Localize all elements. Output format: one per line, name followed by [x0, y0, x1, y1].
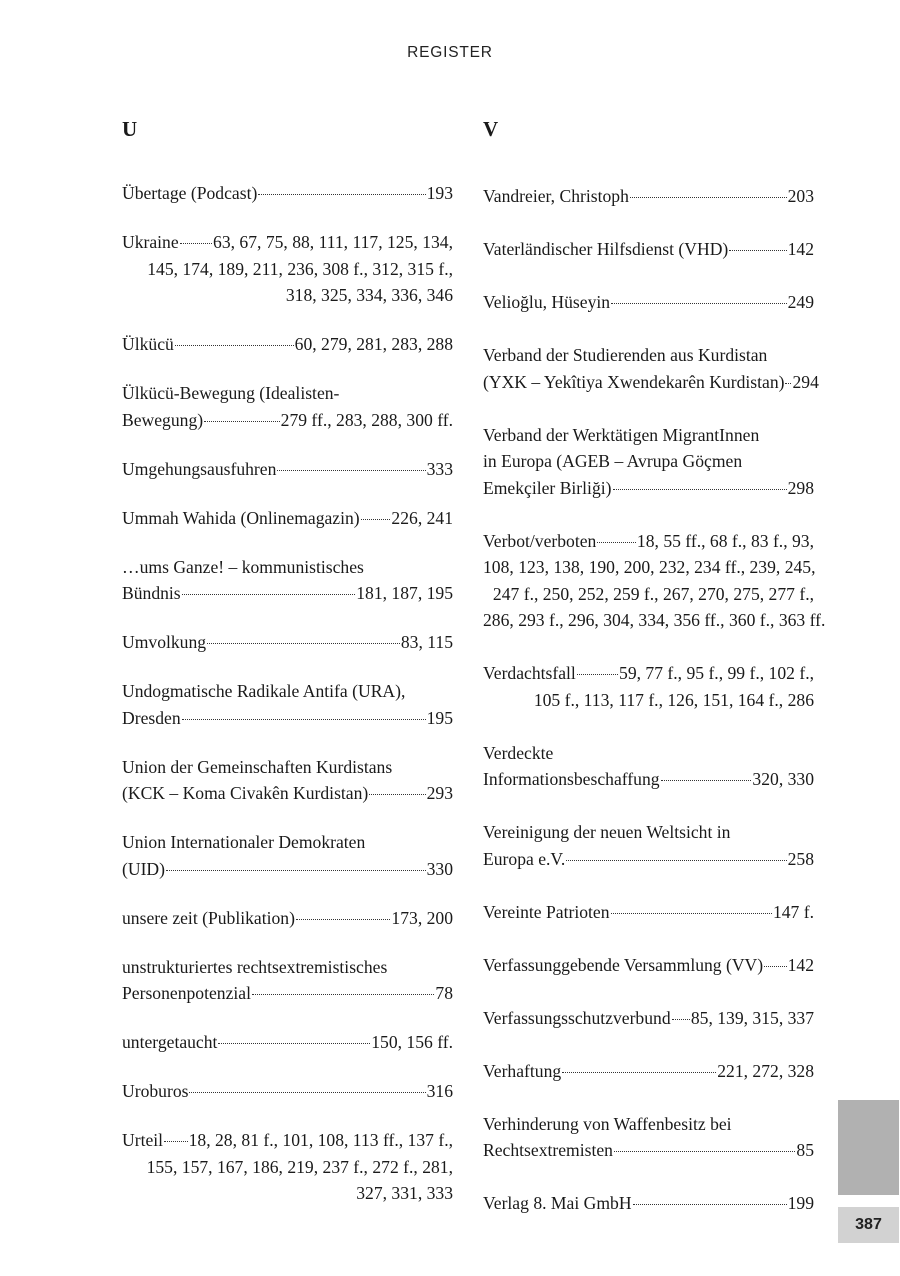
entry-term: Personenpotenzial	[122, 983, 251, 1003]
entry-term: (KCK – Koma Civakên Kurdistan)	[122, 783, 369, 803]
dot-leader	[597, 542, 636, 543]
entry-pages: 85	[796, 1140, 814, 1160]
entry-list	[122, 180, 453, 1207]
dot-leader	[182, 594, 356, 595]
index-entry	[122, 678, 453, 731]
entry-lead-line	[483, 899, 814, 926]
entry-lead-line	[122, 629, 453, 656]
index-entry	[483, 899, 814, 926]
dot-leader	[207, 643, 400, 644]
entry-pages: 320, 330	[752, 769, 814, 789]
index-entry	[483, 740, 814, 793]
dot-leader	[613, 489, 787, 490]
entry-pages: 333	[426, 458, 453, 479]
page-number: 387	[838, 1207, 899, 1243]
index-entry	[483, 422, 814, 502]
entry-pages-continued: 247 f., 250, 252, 259 f., 267, 270, 275, 277 f.,	[492, 583, 814, 604]
entry-lead-line	[483, 183, 814, 210]
entry-pages: 60, 279, 281, 283, 288	[294, 334, 453, 354]
entry-pages: 199	[787, 1193, 814, 1213]
entry-pages: 150, 156 ff.	[371, 1032, 453, 1052]
index-entry	[122, 829, 453, 882]
index-entry	[483, 1190, 814, 1217]
index-entry	[483, 289, 814, 316]
dot-leader	[252, 994, 434, 995]
index-entry	[122, 554, 453, 607]
section-letter: U	[122, 117, 138, 141]
entry-pages: 330	[426, 858, 453, 879]
index-entry	[122, 180, 453, 207]
dot-leader	[577, 674, 618, 675]
entry-term-line: Verhinderung von Waffenbesitz bei	[483, 1113, 732, 1134]
entry-term: unsere zeit (Publikation)	[122, 907, 295, 928]
entry-term: Urteil	[122, 1130, 164, 1150]
entry-term: Ukraine	[122, 232, 179, 252]
dot-leader	[611, 913, 772, 914]
entry-term: Übertage (Podcast)	[122, 183, 258, 203]
entry-term: Vaterländischer Hilfsdienst (VHD)	[483, 239, 729, 259]
entry-lead-line	[122, 580, 453, 607]
entry-term: Verdachtsfall	[483, 663, 576, 683]
entry-lead-line	[122, 331, 453, 358]
entry-lead-line	[483, 1137, 814, 1164]
entry-lead-line	[122, 856, 453, 883]
index-entry	[483, 528, 826, 634]
entry-lead-line	[122, 980, 453, 1007]
entry-term: Verbot/verboten	[483, 530, 597, 551]
entry-term: (YXK – Yekîtiya Xwendekarên Kurdistan)	[483, 371, 785, 392]
entry-term-line: in Europa (AGEB – Avrupa Göçmen	[483, 451, 743, 471]
index-entry	[122, 954, 453, 1007]
entry-pages: 298	[787, 477, 814, 498]
dot-leader	[182, 719, 426, 720]
index-entry	[122, 905, 453, 932]
entry-lead-line	[122, 780, 453, 807]
dot-leader	[661, 780, 752, 781]
entry-pages: 173, 200	[391, 907, 453, 928]
entry-lead-line	[122, 1127, 453, 1154]
dot-leader	[218, 1043, 370, 1044]
entry-lead-line	[483, 660, 814, 687]
entry-term-line: Verband der Studierenden aus Kurdistan	[483, 345, 768, 365]
entry-lead-line	[483, 1058, 814, 1085]
entry-lead-line	[483, 1190, 814, 1217]
index-entry	[122, 229, 453, 309]
entry-pages: 181, 187, 195	[356, 583, 453, 603]
entry-term: Dresden	[122, 707, 181, 728]
entry-lead-line	[483, 846, 814, 873]
entry-pages: 203	[787, 186, 814, 206]
entry-pages-continued: 108, 123, 138, 190, 200, 232, 234 ff., 239, 245,	[483, 557, 816, 577]
entry-term: Rechtsextremisten	[483, 1140, 613, 1160]
dot-leader	[189, 1092, 425, 1093]
entry-term-line: unstrukturiertes rechtsextremistisches	[122, 956, 388, 977]
dot-leader	[729, 250, 786, 251]
entry-term: Verfassungsschutzverbund	[483, 1007, 671, 1028]
entry-pages-continued: 318, 325, 334, 336, 346	[285, 285, 453, 305]
index-entry	[483, 1111, 814, 1164]
entry-lead-line	[483, 475, 814, 502]
entry-pages-continued: 155, 157, 167, 186, 219, 237 f., 272 f., 281,	[146, 1156, 453, 1177]
running-header: REGISTER	[407, 44, 493, 61]
index-entry	[483, 183, 814, 210]
entry-pages: 85, 139, 315, 337	[690, 1007, 814, 1028]
entry-term: Emekçiler Birliği)	[483, 477, 612, 498]
entry-pages: 142	[787, 239, 814, 259]
dot-leader	[277, 470, 425, 471]
entry-lead-line	[483, 1005, 814, 1032]
entry-pages-continued: 105 f., 113, 117 f., 126, 151, 164 f., 286	[533, 689, 814, 710]
dot-leader	[164, 1141, 188, 1142]
entry-lead-line	[122, 1078, 453, 1105]
entry-lead-line	[122, 456, 453, 483]
index-entry	[122, 629, 453, 656]
entry-lead-line	[122, 905, 453, 932]
dot-leader	[562, 1072, 716, 1073]
index-entry	[483, 660, 814, 713]
dot-leader	[633, 1204, 787, 1205]
dot-leader	[566, 860, 786, 861]
dot-leader	[166, 870, 426, 871]
entry-lead-line	[122, 705, 453, 732]
dot-leader	[258, 194, 425, 195]
dot-leader	[764, 966, 786, 967]
thumb-index-tab	[838, 1100, 899, 1195]
index-entry	[122, 456, 453, 483]
entry-term: Velioğlu, Hüseyin	[483, 292, 611, 312]
entry-term: Vandreier, Christoph	[483, 186, 629, 206]
index-entry	[483, 1058, 814, 1085]
index-entry	[483, 952, 814, 979]
entry-lead-line	[122, 407, 453, 434]
entry-pages: 18, 55 ff., 68 f., 83 f., 93,	[636, 530, 814, 551]
entry-term: Bewegung)	[122, 409, 204, 430]
index-entry	[122, 505, 453, 532]
index-entry	[122, 331, 453, 358]
entry-pages-continued: 145, 174, 189, 211, 236, 308 f., 312, 315 f.,	[147, 258, 453, 279]
entry-pages: 18, 28, 81 f., 101, 108, 113 ff., 137 f.,	[188, 1130, 453, 1150]
entry-term: Verlag 8. Mai GmbH	[483, 1193, 632, 1213]
entry-lead-line	[483, 952, 814, 979]
entry-term: (UID)	[122, 858, 165, 879]
entry-pages: 83, 115	[400, 632, 453, 652]
entry-pages: 142	[787, 954, 814, 975]
entry-lead-line	[122, 1029, 453, 1056]
dot-leader	[369, 794, 425, 795]
entry-lead-line	[483, 236, 814, 263]
dot-leader	[611, 303, 787, 304]
index-entry	[483, 236, 814, 263]
index-entry	[122, 380, 453, 433]
section-letter: V	[483, 117, 499, 141]
dot-leader	[672, 1019, 690, 1020]
dot-leader	[175, 345, 294, 346]
index-entry	[122, 1127, 453, 1207]
entry-term: untergetaucht	[122, 1032, 218, 1052]
entry-term: Ülkücü	[122, 334, 174, 354]
entry-lead-line	[122, 505, 453, 532]
entry-term-line: Ülkücü-Bewegung (Idealisten-	[122, 383, 340, 403]
entry-pages: 316	[426, 1081, 453, 1101]
dot-leader	[180, 243, 212, 244]
entry-pages: 193	[426, 183, 453, 203]
index-entry	[483, 1005, 814, 1032]
entry-term-line: Union der Gemeinschaften Kurdistans	[122, 756, 393, 777]
entry-term: Informationsbeschaffung	[483, 769, 660, 789]
entry-pages: 258	[787, 848, 814, 869]
entry-lead-line	[122, 180, 453, 207]
entry-term: Europa e.V.	[483, 848, 566, 869]
entry-term-line: …ums Ganze! – kommunistisches	[122, 556, 364, 577]
entry-pages-continued: 286, 293 f., 296, 304, 334, 356 ff., 360 f., 363 ff.	[483, 610, 826, 630]
entry-term: Umvolkung	[122, 632, 207, 652]
entry-pages: 294	[792, 371, 819, 392]
dot-leader	[296, 919, 390, 920]
entry-pages: 249	[787, 292, 814, 312]
entry-term: Ummah Wahida (Onlinemagazin)	[122, 507, 360, 528]
entry-term-line: Undogmatische Radikale Antifa (URA),	[122, 681, 406, 701]
index-entry	[122, 1029, 453, 1056]
entry-pages: 63, 67, 75, 88, 111, 117, 125, 134,	[213, 232, 453, 252]
entry-pages: 226, 241	[391, 507, 453, 528]
entry-pages: 221, 272, 328	[717, 1060, 814, 1081]
entry-term: Bündnis	[122, 583, 181, 603]
entry-lead-line	[122, 229, 453, 256]
entry-term: Uroburos	[122, 1081, 189, 1101]
entry-term: Verhaftung	[483, 1060, 562, 1081]
index-entry	[122, 1078, 453, 1105]
index-entry	[483, 819, 814, 872]
entry-term: Umgehungsausfuhren	[122, 458, 277, 479]
dot-leader	[361, 519, 391, 520]
entry-term-line: Vereinigung der neuen Weltsicht in	[483, 822, 731, 842]
entry-pages: 293	[426, 783, 453, 803]
entry-pages: 195	[426, 707, 453, 728]
index-column-v	[483, 116, 826, 1243]
entry-pages: 78	[435, 983, 453, 1003]
entry-lead-line	[483, 528, 814, 555]
dot-leader	[204, 421, 280, 422]
entry-term: Verfassunggebende Versammlung (VV)	[483, 954, 764, 975]
index-entry	[483, 342, 819, 395]
entry-pages: 279 ff., 283, 288, 300 ff.	[280, 409, 453, 430]
entry-term-line: Union Internationaler Demokraten	[122, 832, 366, 852]
dot-leader	[785, 383, 791, 384]
entry-lead-line	[483, 369, 819, 396]
entry-term-line: Verband der Werktätigen MigrantInnen	[483, 424, 760, 445]
entry-term-line: Verdeckte	[483, 742, 554, 763]
dot-leader	[630, 197, 787, 198]
entry-pages-continued: 327, 331, 333	[356, 1183, 453, 1203]
entry-pages: 147 f.	[772, 901, 814, 922]
entry-lead-line	[483, 766, 814, 793]
entry-lead-line	[483, 289, 814, 316]
entry-list	[483, 183, 826, 1217]
index-entry	[122, 754, 453, 807]
dot-leader	[614, 1151, 795, 1152]
index-column-u	[122, 116, 453, 1229]
entry-term: Vereinte Patrioten	[483, 901, 610, 922]
entry-pages: 59, 77 f., 95 f., 99 f., 102 f.,	[619, 663, 814, 683]
